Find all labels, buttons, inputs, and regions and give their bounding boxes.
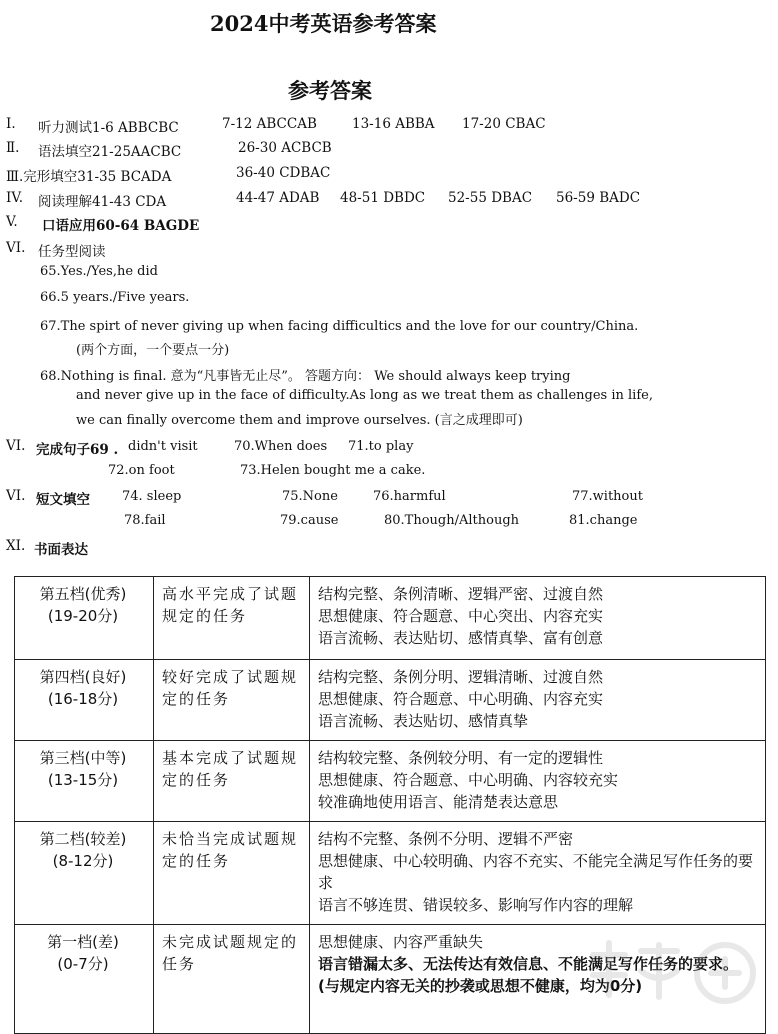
grade-requirement: 思想健康、符合题意、中心明确、内容充实 [318, 690, 604, 708]
grade-range: (16-18分) [47, 690, 119, 708]
section-4-answers-4: 52-55 DBAC [448, 190, 533, 206]
answer-65: 65.Yes./Yes,he did [40, 264, 158, 279]
grade-description: 较好完成了试题规定的任务 [162, 668, 299, 708]
grade-requirements-cell [310, 925, 766, 1034]
section-2-answers-2: 26-30 ACBCB [238, 140, 332, 156]
section-7-label: 完成句子69 . [36, 442, 119, 458]
answer-77: 77.without [572, 489, 643, 504]
section-3-label: Ⅲ.完形填空31-35 BCADA [6, 169, 172, 185]
section-4-number: IV. [6, 190, 24, 206]
answer-76: 76.harmful [373, 489, 446, 504]
grade-requirement: (与规定内容无关的抄袭或思想不健康，均为0分) [318, 977, 643, 995]
answer-72: 72.on foot [108, 463, 175, 478]
grade-description: 未恰当完成试题规定的任务 [162, 830, 299, 870]
answer-74: 74. sleep [122, 489, 182, 504]
section-6-label: 任务型阅读 [38, 244, 106, 260]
grading-table [14, 576, 766, 1034]
section-9-number: XI. [6, 538, 26, 554]
grade-description: 高水平完成了试题规定的任务 [162, 585, 299, 625]
answer-79: 79.cause [280, 513, 339, 528]
answer-80: 80.Though/Although [384, 513, 520, 528]
grade-requirement: 思想健康、内容严重缺失 [318, 933, 484, 951]
grade-level: 第五档(优秀) [39, 585, 127, 603]
grade-range: (0-7分) [57, 955, 109, 973]
answer-67-line-2: (两个方面，一个要点一分) [76, 343, 230, 358]
section-1-label: 听力测试1-6 ABBCBC [38, 120, 179, 136]
grade-requirement: 结构不完整、条例不分明、逻辑不严密 [318, 830, 574, 848]
section-2-number: Ⅱ. [6, 140, 20, 156]
answer-67-line-1: 67.The spirt of never giving up when facing difficultics and the love for our country/China. [40, 319, 639, 334]
answer-71: 71.to play [348, 439, 414, 454]
section-4-answers-5: 56-59 BADC [556, 190, 641, 206]
grade-requirement: 语言流畅、表达贴切、感情真挚、富有创意 [318, 629, 604, 647]
grade-requirement: 结构较完整、条例较分明、有一定的逻辑性 [318, 749, 604, 767]
section-4-label: 阅读理解41-43 CDA [38, 194, 167, 210]
grade-level: 第四档(良好) [39, 668, 127, 686]
grade-description: 基本完成了试题规定的任务 [162, 749, 299, 789]
grade-requirement: 较准确地使用语言、能清楚表达意思 [318, 793, 559, 811]
grade-level-cell [15, 741, 154, 822]
grade-requirement: 语言不够连贯、错误较多、影响写作内容的理解 [318, 896, 634, 914]
grade-requirement: 思想健康、中心较明确、内容不充实、不能完全满足写作任务的要求 [318, 852, 754, 892]
grade-description-cell [154, 925, 310, 1034]
answer-68-line-2: and never give up in the face of difficulty.As long as we treat them as challenges in life, [76, 388, 653, 403]
grade-requirement: 结构完整、条例分明、逻辑清晰、过渡自然 [318, 668, 604, 686]
grade-level: 第三档(中等) [39, 749, 127, 767]
grade-level: 第二档(较差) [39, 830, 127, 848]
section-8-label: 短文填空 [36, 492, 90, 508]
answer-81: 81.change [569, 513, 638, 528]
answer-69: didn't visit [128, 439, 198, 454]
answer-78: 78.fail [124, 513, 166, 528]
answer-70: 70.When does [234, 439, 328, 454]
section-8-number: VI. [6, 488, 26, 504]
grade-level: 第一档(差) [47, 933, 119, 951]
grade-row [15, 577, 766, 660]
section-1-answers-2: 7-12 ABCCAB [222, 116, 317, 132]
grade-row [15, 925, 766, 1034]
grade-range: (8-12分) [52, 852, 114, 870]
grade-requirements-cell [310, 822, 766, 925]
grade-description-cell [154, 822, 310, 925]
answer-68-line-3: we can finally overcome them and improve ourselves. (言之成理即可) [76, 413, 523, 428]
section-5-number: V. [6, 214, 18, 230]
grade-requirement: 语言错漏太多、无法传达有效信息、不能满足写作任务的要求。 [318, 955, 739, 973]
answer-66: 66.5 years./Five years. [40, 290, 190, 305]
grade-requirement: 结构完整、条例清晰、逻辑严密、过渡自然 [318, 585, 604, 603]
grade-requirements-cell [310, 577, 766, 660]
section-7-number: VI. [6, 438, 26, 454]
grade-description-cell [154, 577, 310, 660]
section-1-answers-3: 13-16 ABBA [352, 116, 435, 132]
grade-row [15, 660, 766, 741]
grade-description-cell [154, 660, 310, 741]
grade-requirement: 思想健康、符合题意、中心突出、内容充实 [318, 607, 604, 625]
grade-description-cell [154, 741, 310, 822]
page-subtitle: 参考答案 [288, 78, 372, 103]
grade-level-cell [15, 660, 154, 741]
grade-range: (13-15分) [47, 771, 119, 789]
answer-73: 73.Helen bought me a cake. [240, 463, 426, 478]
grade-row [15, 741, 766, 822]
grade-row [15, 822, 766, 925]
grade-requirements-cell [310, 660, 766, 741]
grade-range: (19-20分) [47, 607, 119, 625]
section-4-answers-2: 44-47 ADAB [236, 190, 320, 206]
grade-level-cell [15, 822, 154, 925]
grade-description: 未完成试题规定的任务 [162, 933, 299, 973]
section-4-answers-3: 48-51 DBDC [340, 190, 426, 206]
section-6-number: VI. [6, 240, 26, 256]
section-1-answers-4: 17-20 CBAC [462, 116, 546, 132]
grade-requirements-cell [310, 741, 766, 822]
grade-requirement: 语言流畅、表达贴切、感情真挚 [318, 712, 529, 730]
section-1-number: I. [6, 116, 16, 132]
section-3-answers-2: 36-40 CDBAC [236, 165, 331, 181]
grade-requirement: 思想健康、符合题意、中心明确、内容较充实 [318, 771, 619, 789]
section-2-label: 语法填空21-25AACBC [38, 144, 182, 160]
grade-level-cell [15, 925, 154, 1034]
answer-68-line-1: 68.Nothing is final. 意为“凡事皆无止尽”。 答题方向： We should always keep trying [40, 369, 571, 384]
section-5-label: 口语应用60-64 BAGDE [42, 218, 200, 234]
page-title: 2024中考英语参考答案 [210, 11, 437, 36]
grade-level-cell [15, 577, 154, 660]
section-9-label: 书面表达 [34, 542, 88, 558]
answer-75: 75.None [282, 489, 338, 504]
